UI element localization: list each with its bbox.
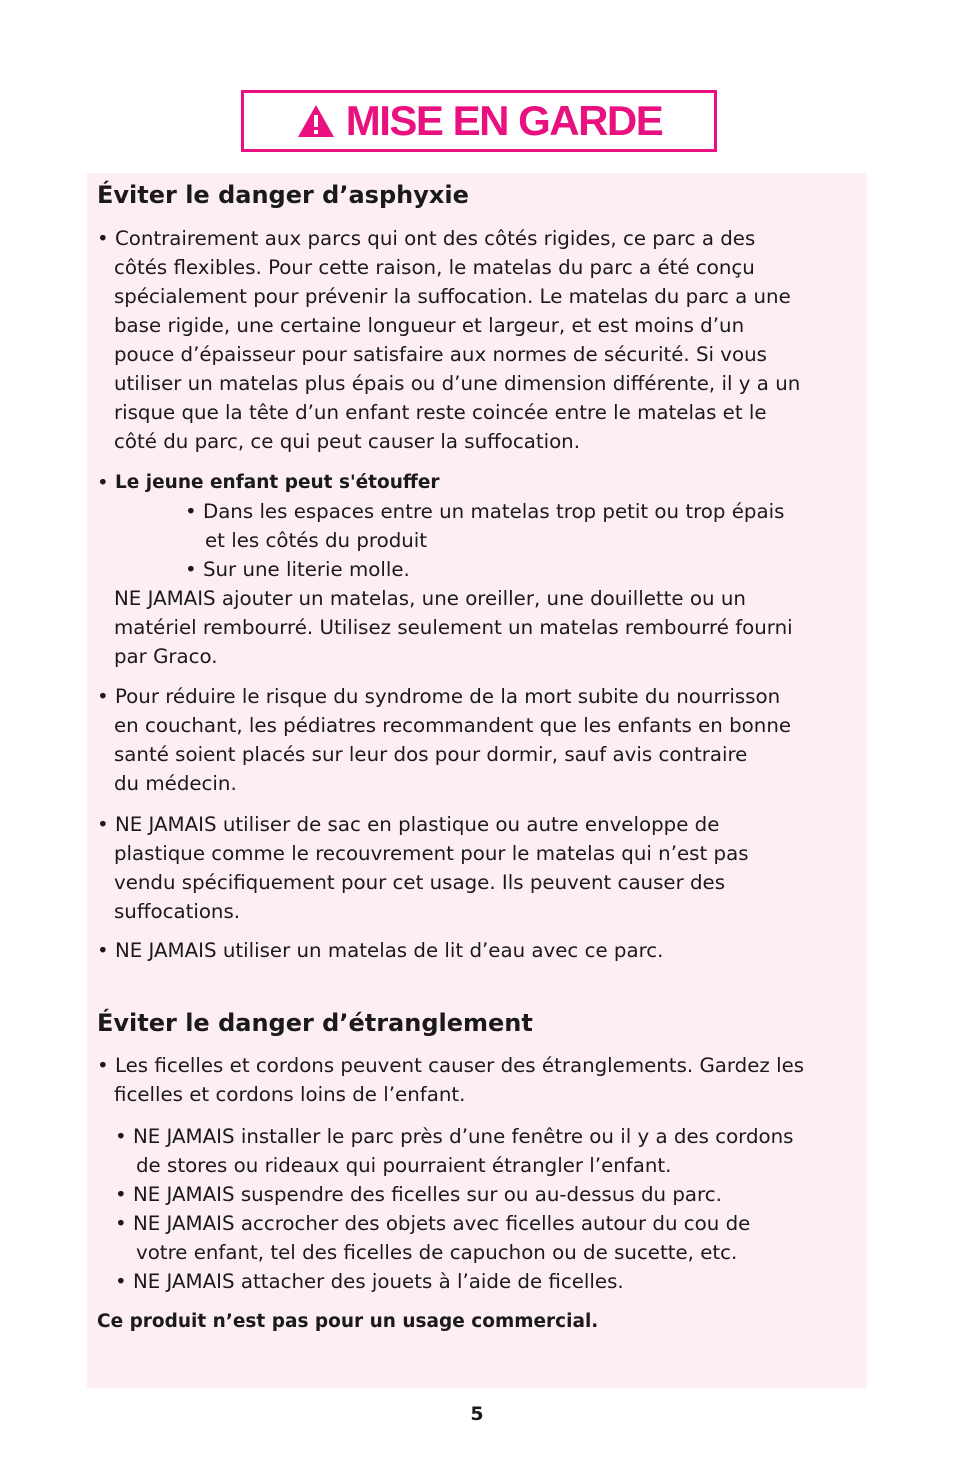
paragraph-line: • Les ficelles et cordons peuvent causer des étranglements. Gardez les [97,1054,805,1077]
sub-bullet-line: • NE JAMAIS accrocher des objets avec ficelles autour du cou de [115,1212,751,1235]
paragraph-line: ficelles et cordons loins de l’enfant. [114,1083,466,1106]
paragraph-line: risque que la tête d’un enfant reste coincée entre le matelas et le [114,401,767,424]
warning-header [241,90,717,152]
warning-title: MISE EN GARDE [345,97,663,144]
paragraph-line: • Contrairement aux parcs qui ont des côtés rigides, ce parc a des [97,227,756,250]
paragraph-line: matériel rembourré. Utilisez seulement un matelas rembourré fourni [114,616,793,639]
paragraph-line: vendu spécifiquement pour cet usage. Ils peuvent causer des [114,871,726,894]
bullet-marker: • [97,471,109,494]
paragraph-line: du médecin. [114,772,237,795]
sub-bullet-line: • Dans les espaces entre un matelas trop petit ou trop épais [185,500,785,523]
sub-bullet-line: • Sur une literie molle. [185,558,410,581]
paragraph-line: suffocations. [114,900,241,923]
paragraph-line: côté du parc, ce qui peut causer la suffocation. [114,430,581,453]
bold-warning-line: Le jeune enfant peut s'étouffer [115,472,440,493]
paragraph-line: en couchant, les pédiatres recommandent que les enfants en bonne [114,714,792,737]
footer-note: Ce produit n’est pas pour un usage commercial. [97,1311,599,1332]
paragraph-line: par Graco. [114,645,218,668]
warning-triangle-icon [296,103,336,139]
section-heading-strangulation: Éviter le danger d’étranglement [97,1009,533,1037]
paragraph-line: pouce d’épaisseur pour satisfaire aux normes de sécurité. Si vous [114,343,767,366]
paragraph-line: base rigide, une certaine longueur et largeur, et est moins d’un [114,314,745,337]
warning-panel [87,173,867,1388]
page-number: 5 [470,1403,484,1425]
sub-bullet-line: • NE JAMAIS suspendre des ficelles sur ou au-dessus du parc. [115,1183,722,1206]
sub-bullet-line: • NE JAMAIS installer le parc près d’une fenêtre ou il y a des cordons [115,1125,794,1148]
paragraph-line: NE JAMAIS ajouter un matelas, une oreiller, une douillette ou un [114,587,746,610]
sub-bullet-line: votre enfant, tel des ficelles de capuchon ou de sucette, etc. [136,1241,738,1264]
section-heading-suffocation: Éviter le danger d’asphyxie [97,181,469,209]
paragraph-line: • Pour réduire le risque du syndrome de la mort subite du nourrisson [97,685,781,708]
sub-bullet-line: • NE JAMAIS attacher des jouets à l’aide de ficelles. [115,1270,624,1293]
paragraph-line: • NE JAMAIS utiliser un matelas de lit d’eau avec ce parc. [97,939,664,962]
paragraph-line: plastique comme le recouvrement pour le matelas qui n’est pas [114,842,749,865]
sub-bullet-line: de stores ou rideaux qui pourraient étrangler l’enfant. [136,1154,672,1177]
paragraph-line: spécialement pour prévenir la suffocation. Le matelas du parc a une [114,285,791,308]
paragraph-line: côtés flexibles. Pour cette raison, le matelas du parc a été conçu [114,256,755,279]
sub-bullet-line: et les côtés du produit [205,529,428,552]
paragraph-line: utiliser un matelas plus épais ou d’une dimension différente, il y a un [114,372,801,395]
paragraph-line: • NE JAMAIS utiliser de sac en plastique ou autre enveloppe de [97,813,720,836]
paragraph-line: santé soient placés sur leur dos pour dormir, sauf avis contraire [114,743,748,766]
